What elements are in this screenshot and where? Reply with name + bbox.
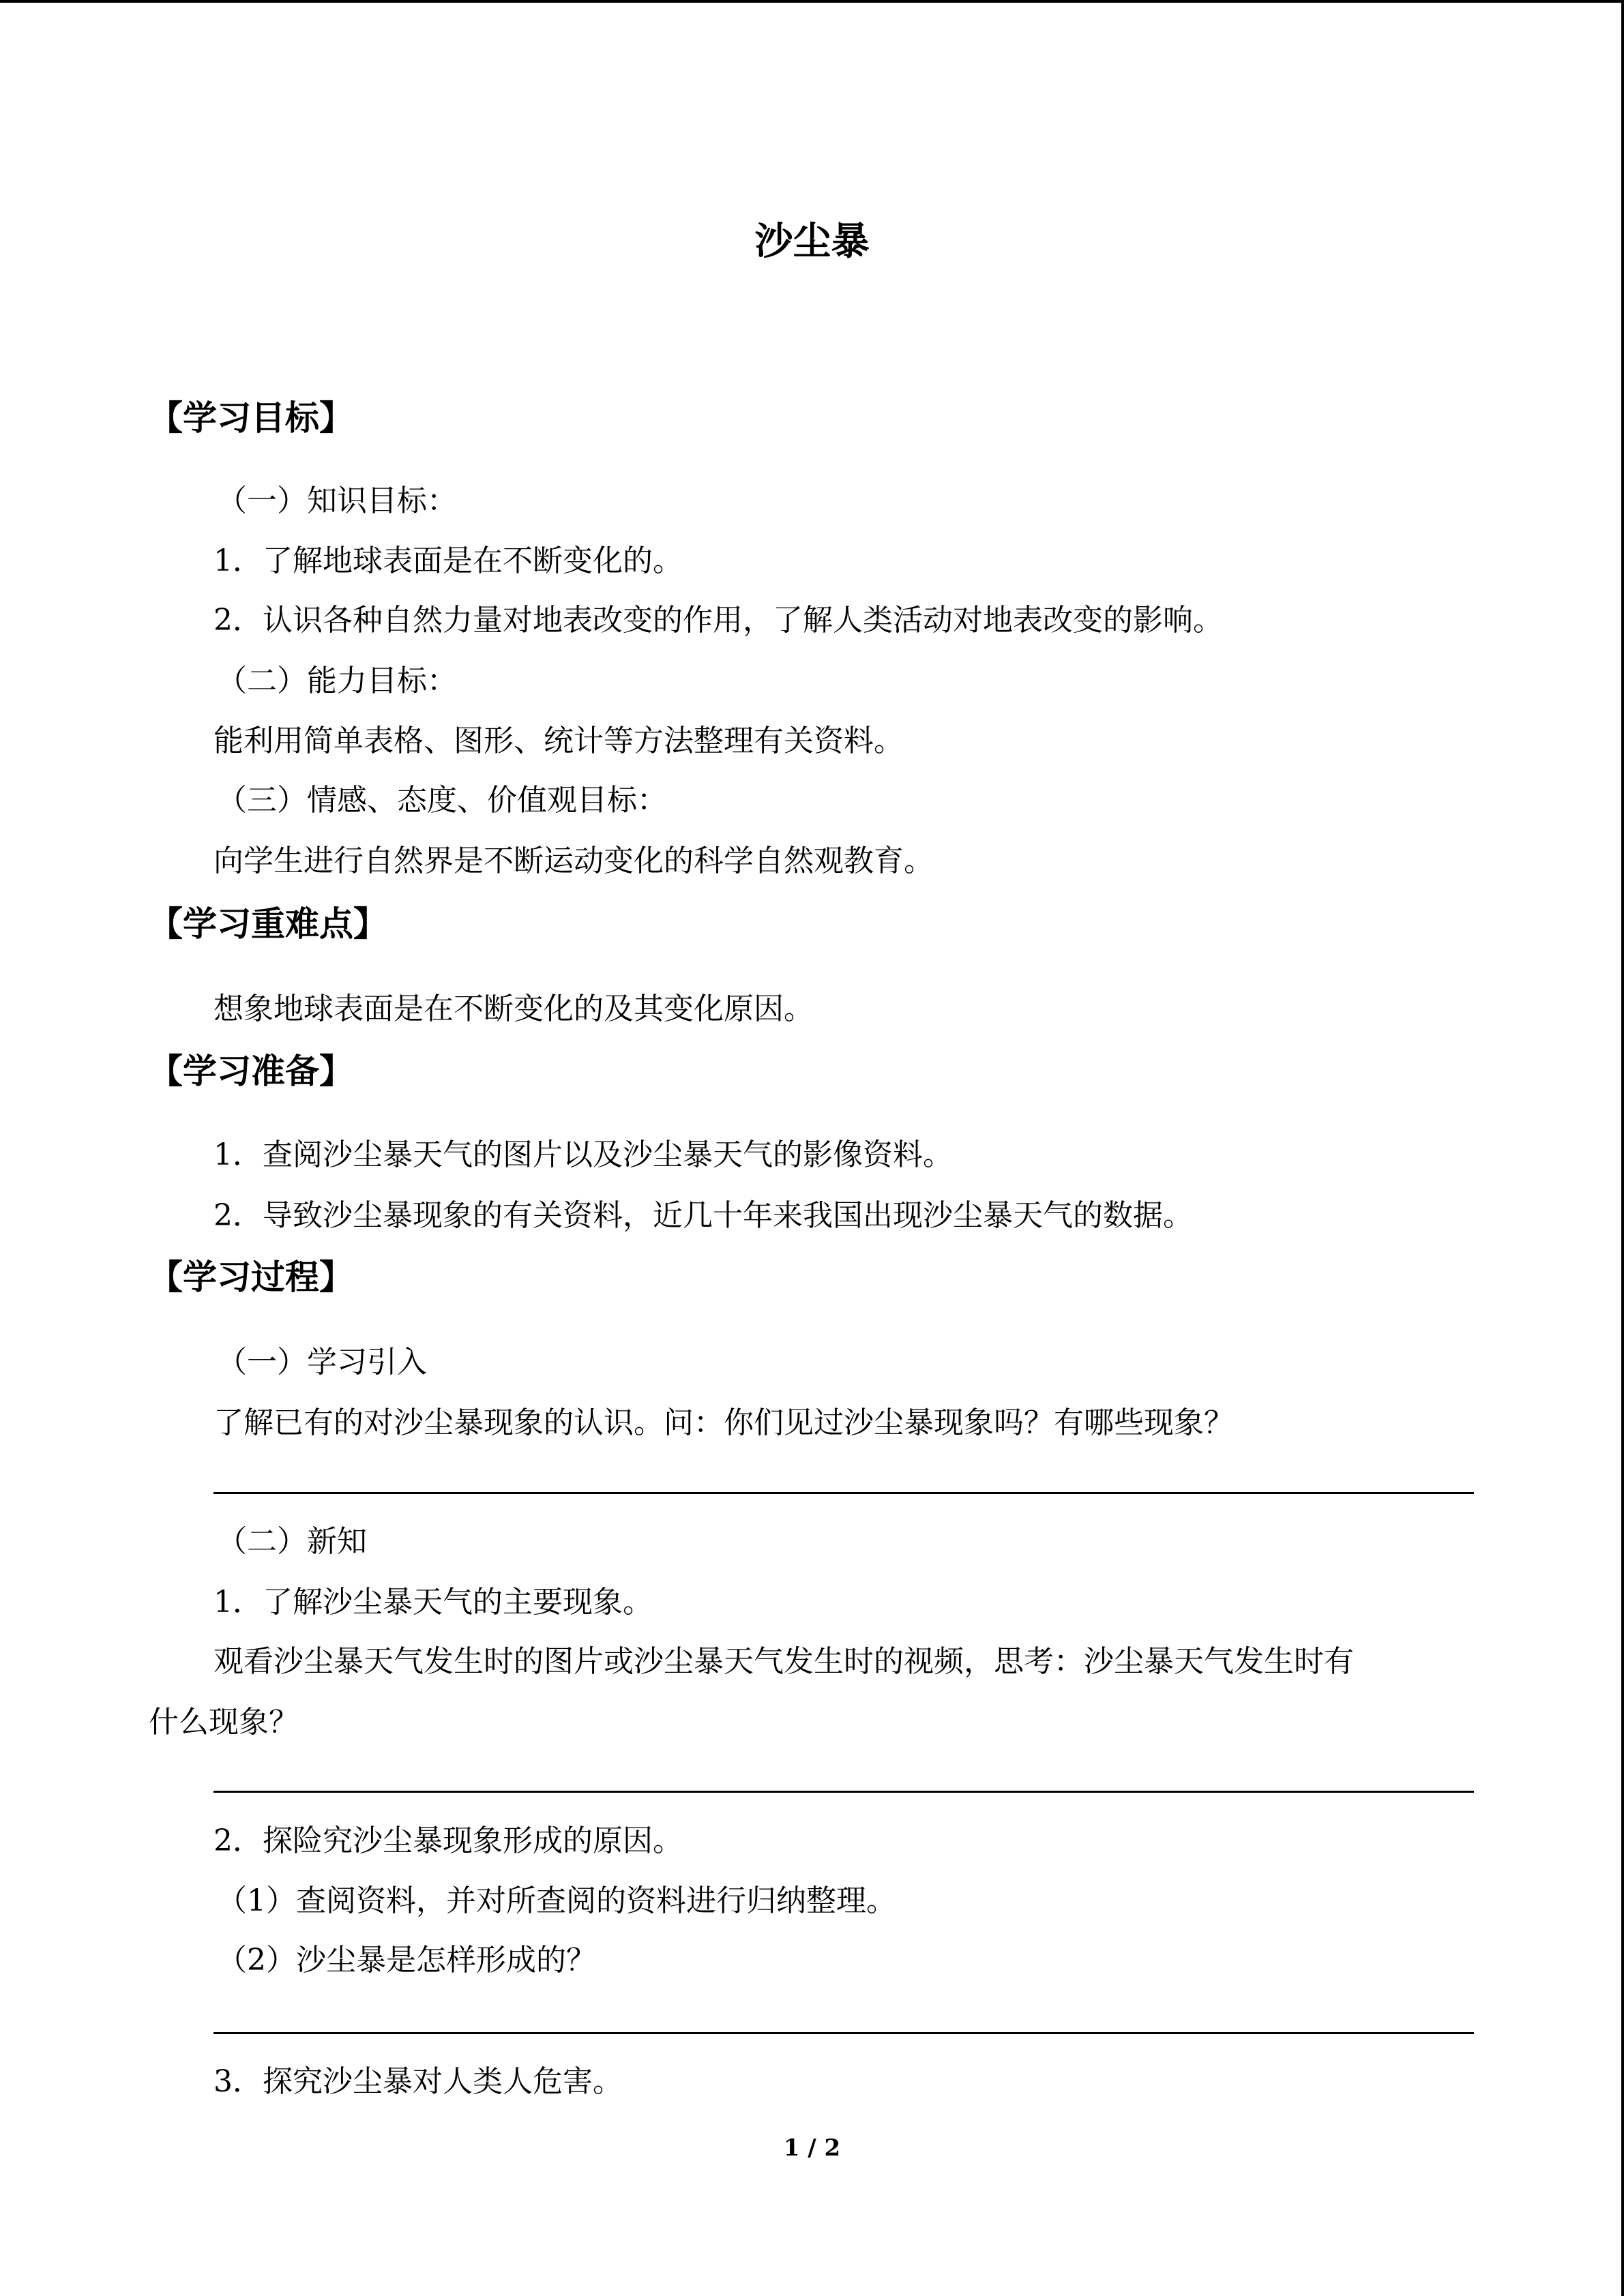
heading-key-points: 【学习重难点】 xyxy=(149,904,387,944)
answer-line-2 xyxy=(213,1791,1474,1793)
emotion-goal-text: 向学生进行自然界是不断运动变化的科学自然观教育。 xyxy=(213,844,934,878)
new-knowledge-2: 2．探险究沙尘暴现象形成的原因。 xyxy=(213,1823,683,1858)
answer-line-3 xyxy=(213,2032,1474,2034)
intro-label: （一）学习引入 xyxy=(217,1345,427,1380)
preparation-item-2: 2．导致沙尘暴现象的有关资料，近几十年来我国出现沙尘暴天气的数据。 xyxy=(213,1198,1193,1233)
knowledge-goal-2: 2．认识各种自然力量对地表改变的作用，了解人类活动对地表改变的影响。 xyxy=(213,603,1223,638)
page-title: 沙尘暴 xyxy=(754,219,870,264)
key-points-text: 想象地球表面是在不断变化的及其变化原因。 xyxy=(213,992,814,1026)
new-knowledge-3: 3．探究沙尘暴对人类人危害。 xyxy=(213,2064,623,2099)
page-right-border xyxy=(1621,0,1624,2296)
intro-text: 了解已有的对沙尘暴现象的认识。问：你们见过沙尘暴现象吗？有哪些现象？ xyxy=(213,1405,1234,1440)
answer-line-1 xyxy=(213,1492,1474,1494)
new-knowledge-1-text-b: 什么现象？ xyxy=(149,1705,299,1740)
ability-goal-label: （二）能力目标： xyxy=(217,664,457,698)
new-knowledge-2-a: （1）查阅资料，并对所查阅的资料进行归纳整理。 xyxy=(217,1883,896,1918)
ability-goal-text: 能利用简单表格、图形、统计等方法整理有关资料。 xyxy=(213,724,904,758)
new-knowledge-2-b: （2）沙尘暴是怎样形成的？ xyxy=(217,1943,596,1978)
knowledge-goal-label: （一）知识目标： xyxy=(217,483,457,518)
knowledge-goal-1: 1．了解地球表面是在不断变化的。 xyxy=(213,543,683,578)
page-top-border xyxy=(0,0,1624,3)
heading-process: 【学习过程】 xyxy=(149,1257,353,1297)
emotion-goal-label: （三）情感、态度、价值观目标： xyxy=(217,783,667,818)
page-number: 1 / 2 xyxy=(783,2134,841,2162)
new-knowledge-1: 1．了解沙尘暴天气的主要现象。 xyxy=(213,1585,653,1620)
new-knowledge-label: （二）新知 xyxy=(217,1524,367,1559)
preparation-item-1: 1．查阅沙尘暴天气的图片以及沙尘暴天气的影像资料。 xyxy=(213,1137,953,1172)
new-knowledge-1-text-a: 观看沙尘暴天气发生时的图片或沙尘暴天气发生时的视频，思考：沙尘暴天气发生时有 xyxy=(213,1644,1354,1679)
heading-preparation: 【学习准备】 xyxy=(149,1052,353,1091)
heading-learning-goals: 【学习目标】 xyxy=(149,398,353,438)
